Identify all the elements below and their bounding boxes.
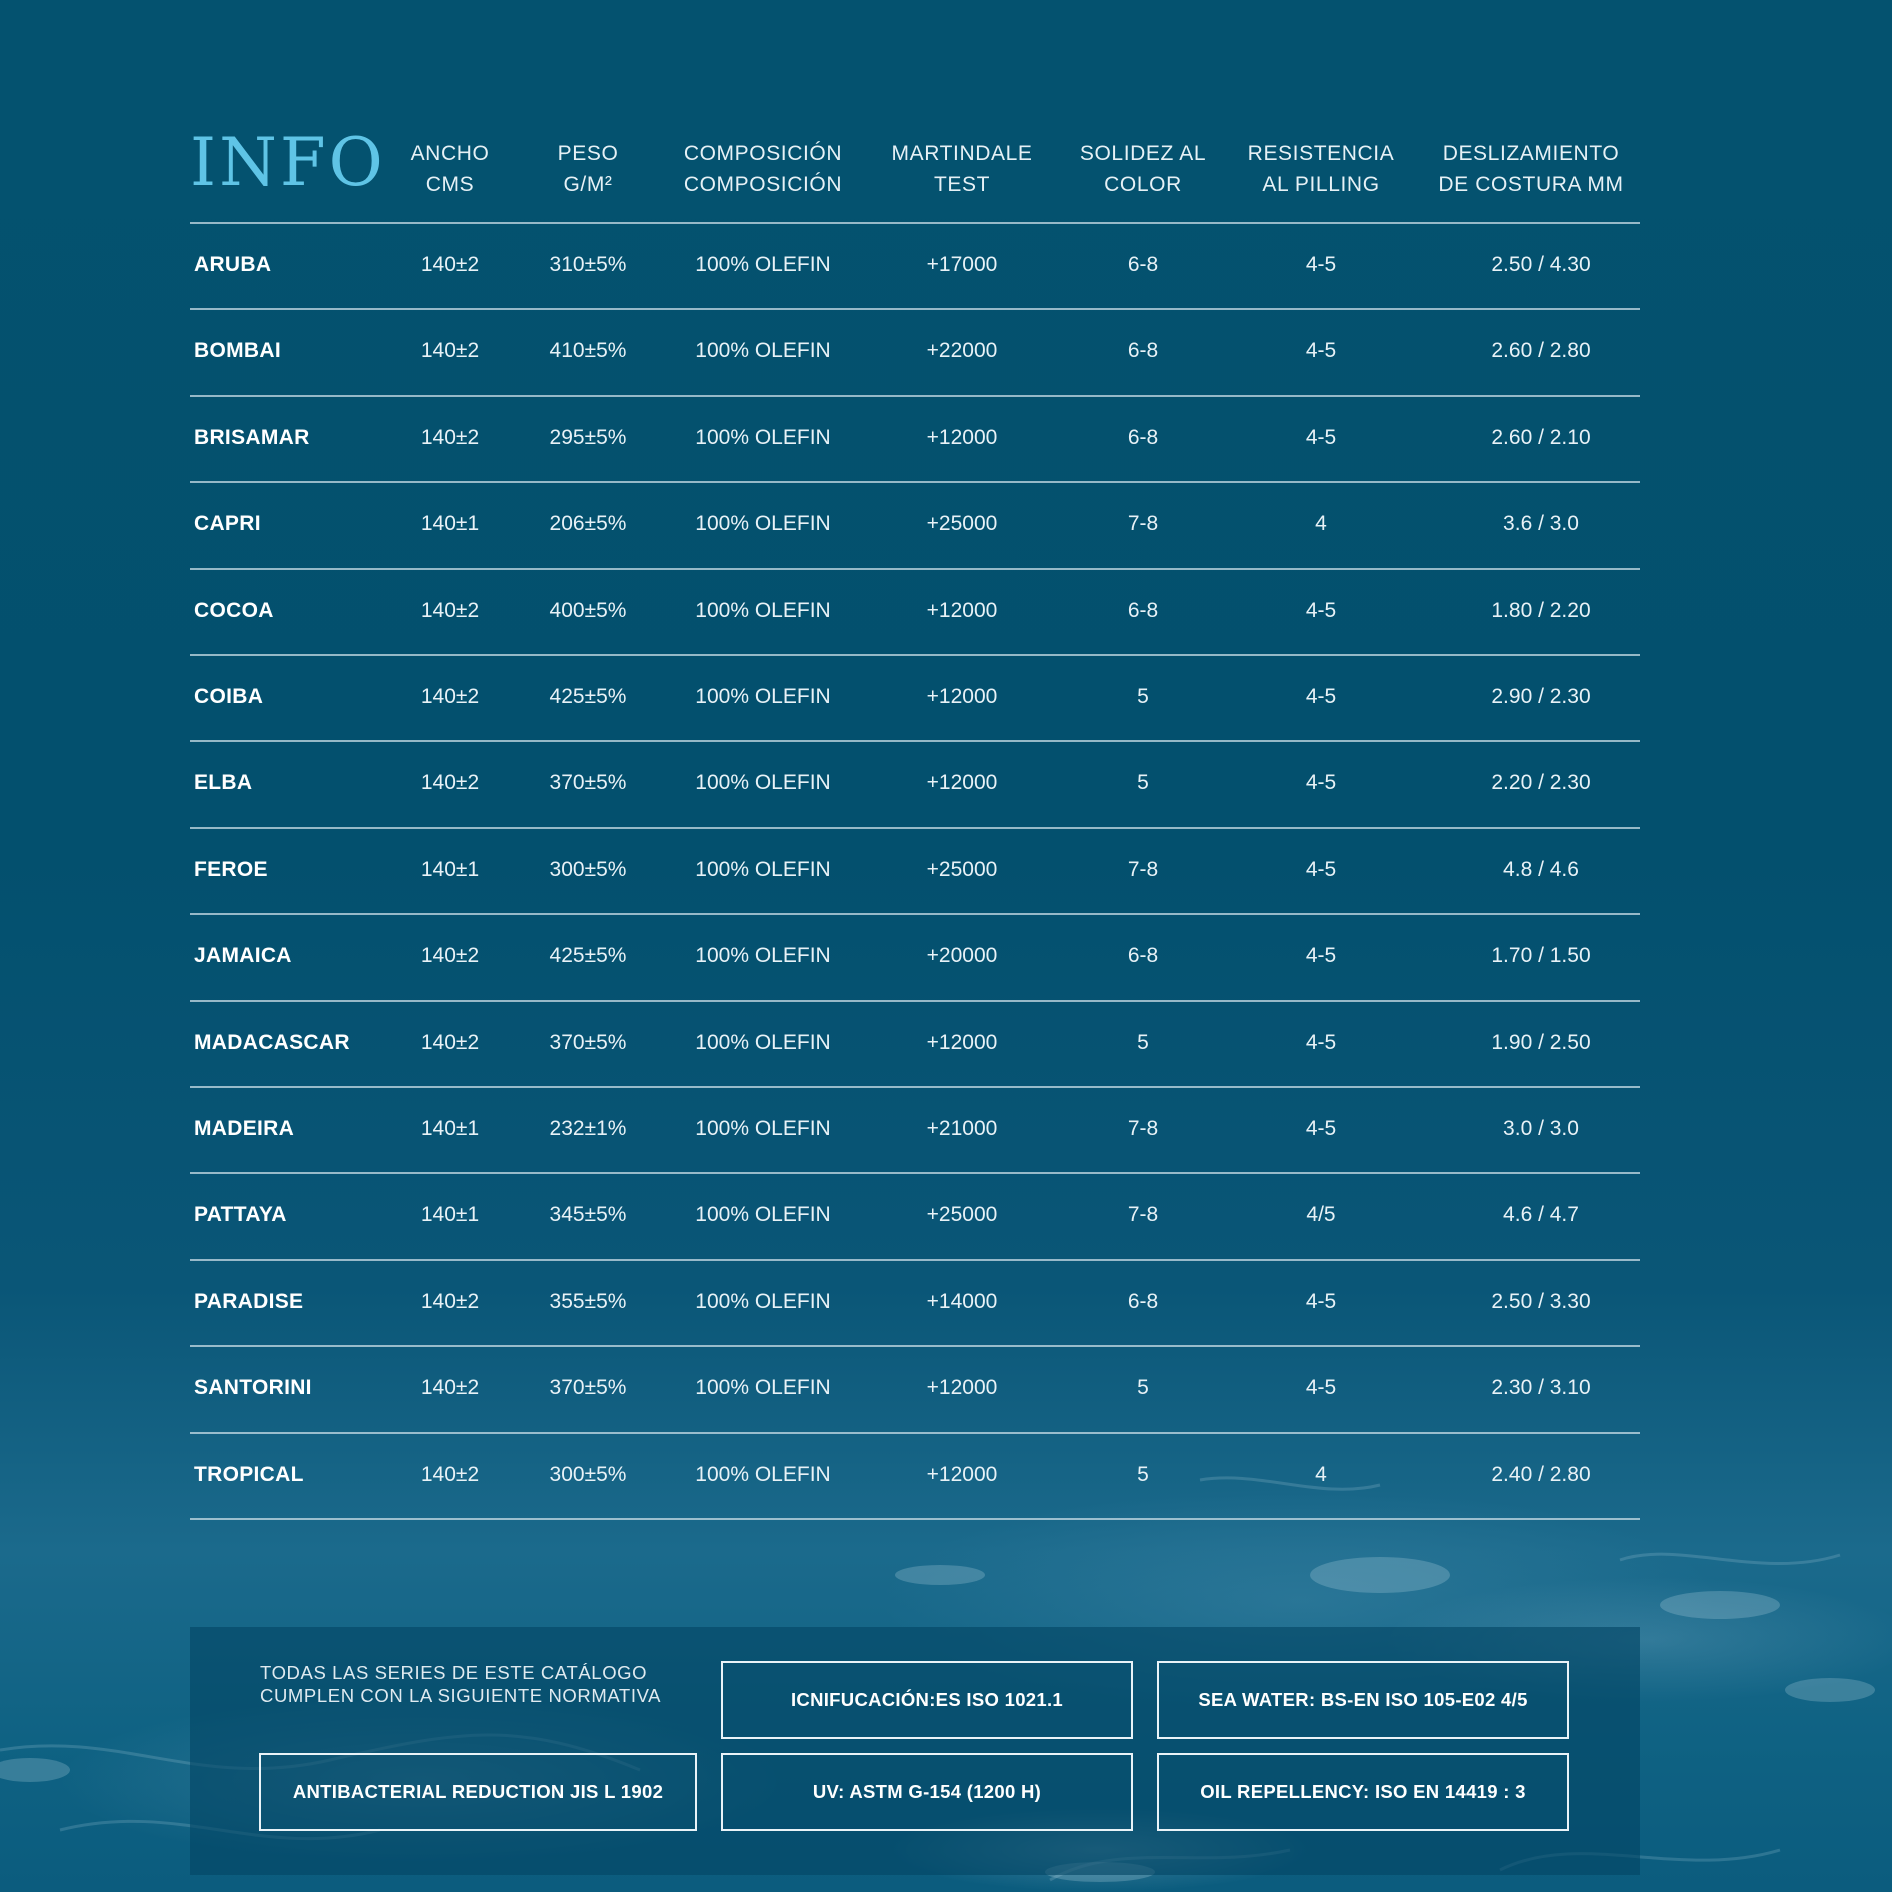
cell-ancho: 140±1 — [420, 1203, 480, 1227]
cell-ancho: 140±1 — [420, 512, 480, 536]
cell-pilling: 4-5 — [1305, 598, 1337, 622]
cell-peso: 345±5% — [549, 1203, 627, 1227]
table-row — [190, 1432, 1640, 1518]
cell-solidez: 5 — [1137, 685, 1149, 708]
table-row — [190, 1259, 1640, 1345]
cell-pilling: 4-5 — [1305, 1376, 1337, 1400]
table-row — [190, 654, 1640, 740]
cell-martindale: +21000 — [926, 1117, 998, 1140]
cell-deslizamiento: 2.20 / 2.30 — [1491, 771, 1591, 795]
cell-composicion: 100% OLEFIN — [695, 1117, 831, 1140]
cell-martindale: +12000 — [926, 1030, 998, 1054]
header-deslizamiento: DESLIZAMIENTO DE COSTURA MM — [1438, 142, 1624, 196]
table-row — [190, 913, 1640, 999]
cell-peso: 300±5% — [549, 1462, 627, 1486]
cell-deslizamiento: 2.60 / 2.80 — [1491, 339, 1591, 363]
cell-solidez: 5 — [1137, 771, 1149, 795]
cell-series-name: PATTAYA — [194, 1203, 287, 1227]
header-martindale: MARTINDALE TEST — [891, 142, 1033, 196]
cell-composicion: 100% OLEFIN — [695, 1289, 831, 1313]
cell-composicion: 100% OLEFIN — [695, 1376, 831, 1400]
cell-series-name: BRISAMAR — [194, 425, 310, 449]
cell-pilling: 4-5 — [1305, 339, 1337, 363]
cell-ancho: 140±2 — [420, 339, 480, 363]
cell-composicion: 100% OLEFIN — [695, 339, 831, 363]
cell-pilling: 4-5 — [1305, 425, 1337, 449]
cell-composicion: 100% OLEFIN — [695, 1203, 831, 1227]
cell-series-name: SANTORINI — [194, 1376, 312, 1400]
standard-antibacterial: ANTIBACTERIAL REDUCTION JIS L 1902 — [259, 1753, 697, 1831]
cell-series-name: COIBA — [194, 685, 264, 708]
table-row — [190, 1345, 1640, 1431]
cell-series-name: MADEIRA — [194, 1117, 295, 1140]
cell-martindale: +12000 — [926, 771, 998, 795]
table-row — [190, 827, 1640, 913]
cell-pilling: 4-5 — [1305, 685, 1337, 708]
table-row — [190, 395, 1640, 481]
cell-solidez: 6-8 — [1127, 944, 1159, 968]
cell-series-name: FEROE — [194, 857, 268, 881]
cell-ancho: 140±1 — [420, 857, 480, 881]
table-row — [190, 568, 1640, 654]
table-row — [190, 308, 1640, 394]
cell-series-name: MADACASCAR — [194, 1030, 350, 1054]
cell-peso: 355±5% — [549, 1289, 627, 1313]
cell-composicion: 100% OLEFIN — [695, 1030, 831, 1054]
cell-series-name: ARUBA — [194, 253, 272, 276]
standard-uv: UV: ASTM G-154 (1200 H) — [721, 1753, 1133, 1831]
cell-solidez: 6-8 — [1127, 253, 1159, 276]
cell-ancho: 140±2 — [420, 685, 480, 708]
table-row — [190, 222, 1640, 308]
cell-composicion: 100% OLEFIN — [695, 857, 831, 881]
cell-peso: 295±5% — [549, 425, 627, 449]
cell-ancho: 140±2 — [420, 253, 480, 276]
cell-series-name: CAPRI — [194, 512, 261, 536]
table-row — [190, 1000, 1640, 1086]
cell-deslizamiento: 2.30 / 3.10 — [1491, 1376, 1591, 1400]
cell-deslizamiento: 3.0 / 3.0 — [1503, 1117, 1579, 1140]
standard-ignifugacion: ICNIFUCACIÓN:ES ISO 1021.1 — [721, 1661, 1133, 1739]
cell-pilling: 4-5 — [1305, 857, 1337, 881]
cell-ancho: 140±2 — [420, 425, 480, 449]
cell-solidez: 6-8 — [1127, 1289, 1159, 1313]
cell-deslizamiento: 2.50 / 4.30 — [1491, 253, 1591, 276]
cell-solidez: 7-8 — [1127, 1203, 1159, 1227]
cell-peso: 425±5% — [549, 685, 627, 708]
cell-deslizamiento: 1.80 / 2.20 — [1491, 598, 1591, 622]
cell-martindale: +12000 — [926, 1462, 998, 1486]
cell-deslizamiento: 4.8 / 4.6 — [1503, 857, 1579, 881]
cell-composicion: 100% OLEFIN — [695, 512, 831, 536]
cell-deslizamiento: 1.90 / 2.50 — [1491, 1030, 1591, 1054]
cell-martindale: +12000 — [926, 1376, 998, 1400]
cell-series-name: TROPICAL — [194, 1462, 304, 1486]
cell-solidez: 5 — [1137, 1376, 1149, 1400]
cell-ancho: 140±2 — [420, 1462, 480, 1486]
cell-composicion: 100% OLEFIN — [695, 1462, 831, 1486]
cell-series-name: COCOA — [194, 598, 274, 622]
cell-peso: 232±1% — [549, 1117, 627, 1140]
info-title: INFO — [190, 124, 386, 201]
cell-composicion: 100% OLEFIN — [695, 685, 831, 708]
cell-composicion: 100% OLEFIN — [695, 944, 831, 968]
cell-ancho: 140±2 — [420, 598, 480, 622]
cell-ancho: 140±2 — [420, 1376, 480, 1400]
cell-pilling: 4 — [1315, 512, 1327, 536]
cell-martindale: +12000 — [926, 425, 998, 449]
cell-peso: 370±5% — [549, 1376, 627, 1400]
cell-solidez: 7-8 — [1127, 512, 1159, 536]
cell-series-name: ELBA — [194, 771, 253, 795]
cell-peso: 206±5% — [549, 512, 627, 536]
cell-composicion: 100% OLEFIN — [695, 598, 831, 622]
cell-solidez: 6-8 — [1127, 425, 1159, 449]
cell-solidez: 5 — [1137, 1462, 1149, 1486]
cell-composicion: 100% OLEFIN — [695, 425, 831, 449]
cell-deslizamiento: 1.70 / 1.50 — [1491, 944, 1591, 968]
cell-peso: 410±5% — [549, 339, 627, 363]
cell-series-name: BOMBAI — [194, 339, 281, 363]
cell-martindale: +25000 — [926, 857, 998, 881]
cell-ancho: 140±2 — [420, 771, 480, 795]
cell-peso: 310±5% — [549, 253, 627, 276]
table-row — [190, 481, 1640, 567]
cell-composicion: 100% OLEFIN — [695, 771, 831, 795]
cell-deslizamiento: 2.90 / 2.30 — [1491, 685, 1591, 708]
cell-peso: 300±5% — [549, 857, 627, 881]
cell-series-name: PARADISE — [194, 1289, 304, 1313]
cell-peso: 425±5% — [549, 944, 627, 968]
cell-martindale: +12000 — [926, 598, 998, 622]
cell-series-name: JAMAICA — [194, 944, 292, 968]
cell-peso: 370±5% — [549, 1030, 627, 1054]
cell-pilling: 4-5 — [1305, 1117, 1337, 1140]
cell-pilling: 4 — [1315, 1462, 1327, 1486]
cell-martindale: +17000 — [926, 253, 998, 276]
cell-ancho: 140±2 — [420, 1289, 480, 1313]
cell-deslizamiento: 4.6 / 4.7 — [1503, 1203, 1579, 1227]
cell-solidez: 6-8 — [1127, 339, 1159, 363]
cell-pilling: 4-5 — [1305, 253, 1337, 276]
table-row — [190, 1172, 1640, 1258]
standard-sea-water: SEA WATER: BS-EN ISO 105-E02 4/5 — [1157, 1661, 1569, 1739]
cell-peso: 400±5% — [549, 598, 627, 622]
cell-deslizamiento: 2.40 / 2.80 — [1491, 1462, 1591, 1486]
cell-ancho: 140±1 — [420, 1117, 480, 1140]
standards-note: TODAS LAS SERIES DE ESTE CATÁLOGO CUMPLEN CON LA SIGUIENTE NORMATIVA — [260, 1662, 662, 1706]
header-pilling: RESISTENCIA AL PILLING — [1247, 142, 1395, 196]
cell-pilling: 4-5 — [1305, 1289, 1337, 1313]
standard-oil-repellency: OIL REPELLENCY: ISO EN 14419 : 3 — [1157, 1753, 1569, 1831]
cell-solidez: 6-8 — [1127, 598, 1159, 622]
header-composicion: COMPOSICIÓN COMPOSICIÓN — [683, 142, 843, 196]
cell-deslizamiento: 3.6 / 3.0 — [1503, 512, 1579, 536]
cell-martindale: +25000 — [926, 1203, 998, 1227]
cell-peso: 370±5% — [549, 771, 627, 795]
cell-solidez: 7-8 — [1127, 857, 1159, 881]
header-solidez: SOLIDEZ AL COLOR — [1079, 142, 1207, 196]
standards-panel — [190, 1627, 1640, 1875]
header-peso: PESO G/M² — [557, 142, 619, 196]
table-divider — [190, 1518, 1640, 1520]
cell-solidez: 5 — [1137, 1030, 1149, 1054]
cell-deslizamiento: 2.50 / 3.30 — [1491, 1289, 1591, 1313]
table-row — [190, 740, 1640, 826]
cell-martindale: +20000 — [926, 944, 998, 968]
cell-deslizamiento: 2.60 / 2.10 — [1491, 425, 1591, 449]
header-ancho: ANCHO CMS — [410, 142, 490, 196]
cell-martindale: +22000 — [926, 339, 998, 363]
cell-pilling: 4-5 — [1305, 771, 1337, 795]
cell-pilling: 4-5 — [1305, 944, 1337, 968]
cell-pilling: 4-5 — [1305, 1030, 1337, 1054]
cell-martindale: +25000 — [926, 512, 998, 536]
cell-ancho: 140±2 — [420, 1030, 480, 1054]
table-row — [190, 1086, 1640, 1172]
cell-solidez: 7-8 — [1127, 1117, 1159, 1140]
cell-ancho: 140±2 — [420, 944, 480, 968]
cell-martindale: +12000 — [926, 685, 998, 708]
cell-composicion: 100% OLEFIN — [695, 253, 831, 276]
cell-martindale: +14000 — [926, 1289, 998, 1313]
cell-pilling: 4/5 — [1306, 1203, 1336, 1227]
